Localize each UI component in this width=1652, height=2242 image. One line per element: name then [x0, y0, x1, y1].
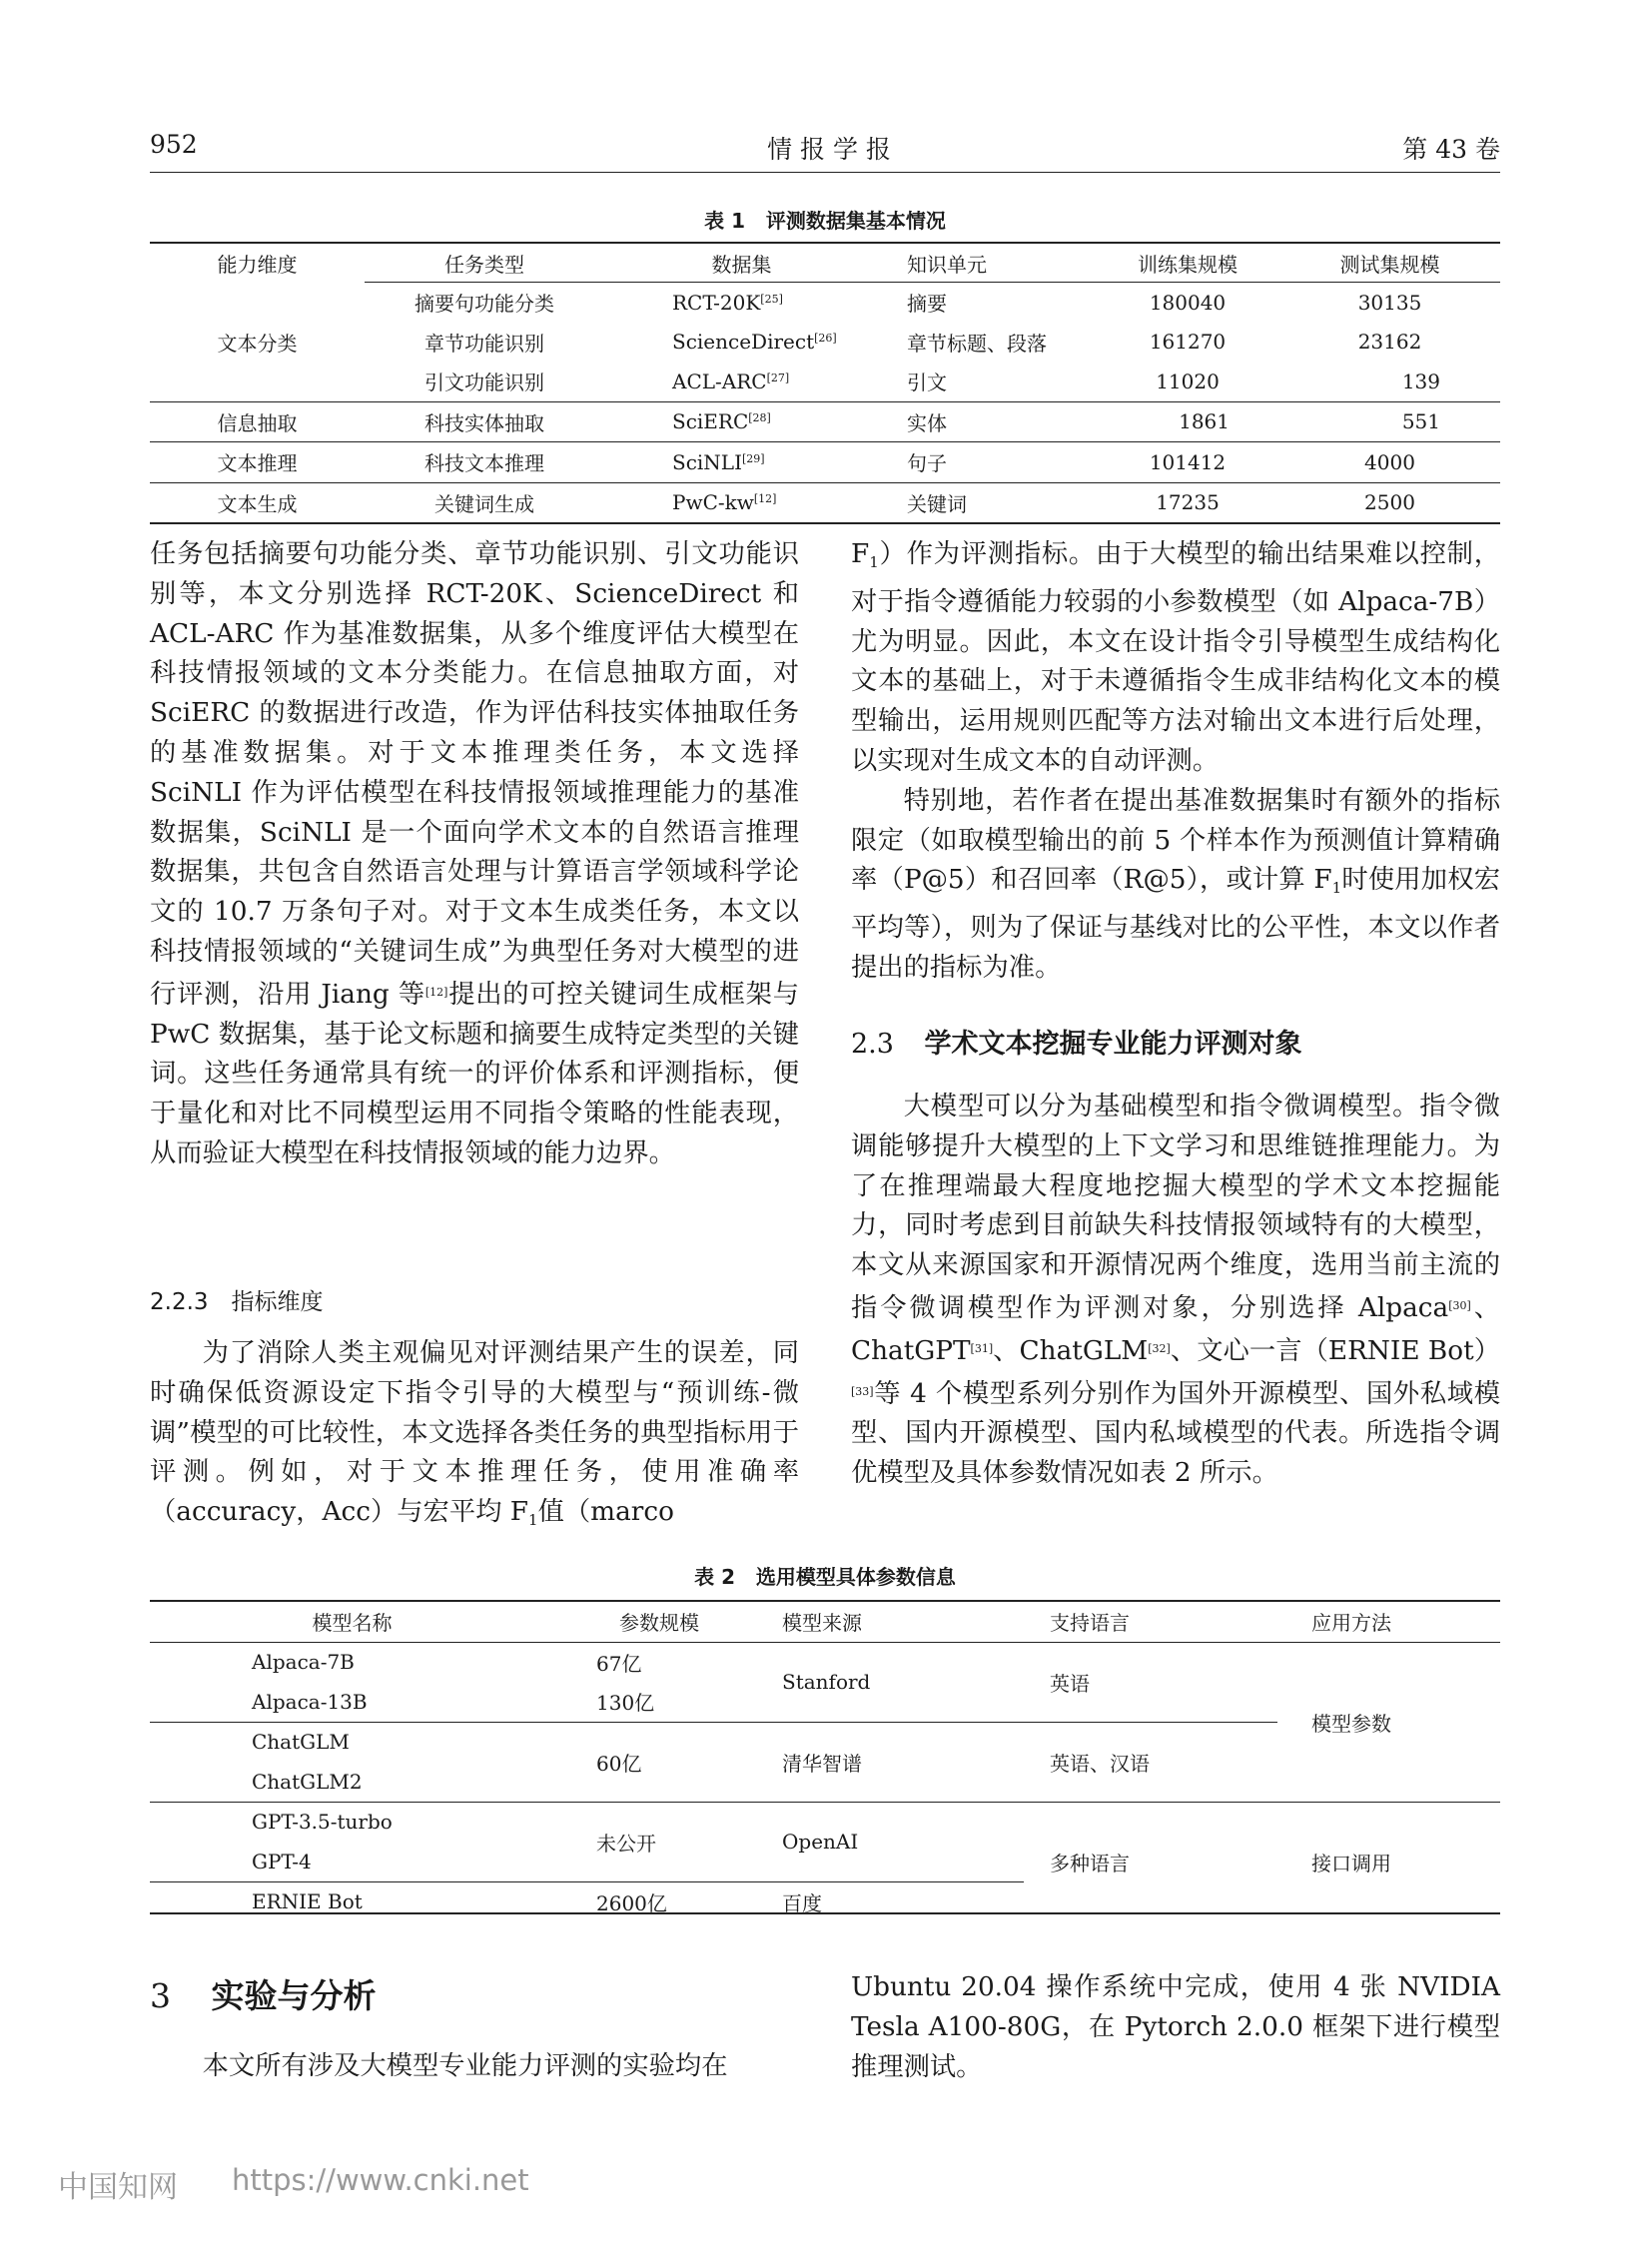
section-number: 2.3: [851, 1029, 894, 1060]
table2-method: 模型参数: [1311, 1711, 1391, 1736]
table2-model: GPT-4: [150, 1842, 554, 1881]
table2-method: 接口调用: [1277, 1802, 1500, 1921]
table2-params: 未公开: [554, 1802, 764, 1881]
table1-header-row: [150, 243, 1500, 283]
table1-col-header: 训练集规模: [1096, 243, 1279, 283]
table1-train: 11020: [1156, 369, 1220, 393]
table1-dataset: RCT-20K[25]: [672, 290, 783, 315]
table2-col-header: 应用方法: [1277, 1601, 1500, 1642]
table1-train: 1861: [1179, 409, 1230, 434]
left-column: [150, 535, 799, 1174]
table1-train: 180040: [1149, 290, 1227, 315]
section-title: 学术文本挖掘专业能力评测对象: [924, 1029, 1302, 1060]
table2-model: Alpaca-13B: [150, 1682, 554, 1722]
page-number: 952: [150, 130, 198, 159]
table1-dimension: 文本生成: [217, 491, 298, 516]
table1-train: 101412: [1149, 449, 1227, 474]
paragraph: 为了消除人类主观偏见对评测结果产生的误差，同时确保低资源设定下指令引导的大模型与“预训练-微调”模型的可比较性，本文选择各类任务的典型指标用于评测。例如，对于文本推理任务，使用准确率（accuracy，Acc）与宏平均 $F_1$值（marco: [150, 1338, 799, 1530]
section-title: 实验与分析: [211, 1976, 377, 2015]
table1-unit: 关键词: [907, 491, 967, 516]
subsection-heading-2-2-3: 2.2.3 指标维度: [150, 1289, 324, 1315]
paragraph: 特别地，若作者在提出基准数据集时有额外的指标限定（如取模型输出的前 5 个样本作为预测值计算精确率（P@5）和召回率（R@5），或计算 $F_1$时使用加权宏平均等），则为了保证与基线对比的公平性，本文以作者提出的指标为准。: [851, 785, 1500, 983]
table1-unit: 章节标题、段落: [907, 331, 1047, 356]
table1-task: 科技文本推理: [424, 451, 544, 476]
table1-dataset: SciERC[28]: [672, 409, 771, 434]
section3-left-text: [150, 2047, 799, 2087]
section-number: 3: [150, 1976, 171, 2015]
table1-train: 161270: [1149, 330, 1227, 355]
table-row: [150, 1802, 1500, 1842]
table1-task: 科技实体抽取: [424, 410, 544, 435]
table1-col-header: 知识单元: [879, 243, 1096, 283]
table-row: [150, 283, 1500, 323]
table2-bottom-rule: [150, 1912, 1500, 1914]
table2-language: 英语: [1050, 1671, 1090, 1696]
table2-caption: 表 2 选用模型具体参数信息: [694, 1565, 956, 1589]
table1-dataset: PwC-kw[12]: [672, 490, 777, 515]
paragraph: 本文所有涉及大模型专业能力评测的实验均在: [202, 2051, 728, 2081]
table2-params: 2600亿: [596, 1890, 667, 1915]
table1-caption: 表 1 评测数据集基本情况: [704, 209, 946, 233]
table1-dimension: 信息抽取: [217, 410, 298, 435]
table2-col-header: 参数规模: [554, 1601, 764, 1642]
right-column-objects: [851, 1088, 1500, 1494]
section-heading-3: [150, 1970, 377, 2017]
table1-dimension: 文本分类: [217, 331, 298, 356]
paragraph: 大模型可以分为基础模型和指令微调模型。指令微调能够提升大模型的上下文学习和思维链推理能力。为了在推理端最大程度地挖掘大模型的学术文本挖掘能力，同时考虑到目前缺失科技情报领域特有的大模型，本文从来源国家和开源情况两个维度，选用当前主流的指令微调模型作为评测对象，分别选择 Alpaca[30]、ChatGPT[31]、ChatGLM[32]、文心一言（ERNIE Bot）[33]等 4 个模型系列分别作为国外开源模型、国外私域模型、国内开源模型、国内私域模型的代表。所选指令调优模型及具体参数情况如表 2 所示。: [851, 1092, 1500, 1489]
table1-train: 17235: [1156, 490, 1220, 515]
table1-test: 4000: [1364, 449, 1415, 474]
table1-unit: 引文: [907, 371, 947, 395]
table2-col-header: 模型来源: [764, 1601, 1024, 1642]
table2-header-row: [150, 1601, 1500, 1642]
table2: [150, 1600, 1500, 1921]
cnki-url-watermark[interactable]: https://www.cnki.net: [232, 2163, 529, 2197]
table1-dataset: ScienceDirect[26]: [672, 330, 837, 355]
table1-test: 139: [1401, 369, 1440, 393]
table1-test: 30135: [1357, 290, 1422, 315]
table1: [150, 242, 1500, 524]
table1-task: 摘要句功能分类: [414, 292, 554, 317]
table-row: [150, 1642, 1500, 1682]
table-row: [150, 401, 1500, 442]
table1-test: 2500: [1364, 490, 1415, 515]
table2-source: OpenAI: [764, 1802, 1024, 1881]
table2-language: 英语、汉语: [1024, 1722, 1277, 1802]
table1-col-header: 能力维度: [150, 243, 365, 283]
table2-params: 60亿: [554, 1722, 764, 1802]
table2-source: Stanford: [782, 1670, 871, 1694]
paragraph: $F_1$）作为评测指标。由于大模型的输出结果难以控制，对于指令遵循能力较弱的小参数模型（如 Alpaca-7B）尤为明显。因此，本文在设计指令引导模型生成结构化文本的基础上，对于未遵循指令生成非结构化文本的模型输出，运用规则匹配等方法对输出文本进行后处理，以实现对生成文本的自动评测。: [851, 539, 1500, 776]
table2-language: 多种语言: [1024, 1802, 1277, 1921]
table1-test: 23162: [1357, 330, 1422, 355]
table1-unit: 实体: [907, 410, 947, 435]
cnki-brand-watermark: 中国知网: [58, 2170, 178, 2205]
table1-task: 引文功能识别: [424, 371, 544, 395]
table2-model: ERNIE Bot: [252, 1889, 363, 1914]
table1-dataset: ACL-ARC[27]: [672, 369, 790, 393]
table1-col-header: 测试集规模: [1279, 243, 1500, 283]
header-rule: [150, 172, 1500, 173]
table1-col-header: 任务类型: [365, 243, 604, 283]
table2-source: 清华智谱: [764, 1722, 1024, 1802]
table2-model: ChatGLM2: [150, 1762, 554, 1802]
paragraph: 任务包括摘要句功能分类、章节功能识别、引文功能识别等，本文分别选择 RCT-20K、ScienceDirect 和 ACL-ARC 作为基准数据集，从多个维度评估大模型在科技情报领域的文本分类能力。在信息抽取方面，对 SciERC 的数据进行改造，作为评估科技实体抽取任务的基准数据集。对于文本推理类任务，本文选择 SciNLI 作为评估模型在科技情报领域推理能力的基准数据集，SciNLI 是一个面向学术文本的自然语言推理数据集，共包含自然语言处理与计算语言学领域科学论文的 10.7 万条句子对。对于文本生成类任务，本文以科技情报领域的“关键词生成”为典型任务对大模型的进行评测，沿用 Jiang 等[12]提出的可控关键词生成框架与 PwC 数据集，基于论文标题和摘要生成特定类型的关键词。这些任务通常具有统一的评价体系和评测指标，便于量化和对比不同模型运用不同指令策略的性能表现，从而验证大模型在科技情报领域的能力边界。: [150, 539, 800, 1168]
table1-task: 章节功能识别: [424, 331, 544, 356]
table2-source: 百度: [782, 1890, 822, 1915]
table2-model: Alpaca-7B: [252, 1650, 355, 1675]
table1-dimension: 文本推理: [217, 451, 298, 476]
table2-params: 130亿: [554, 1682, 764, 1722]
table1-col-header: 数据集: [604, 243, 879, 283]
table-row: [150, 442, 1500, 483]
table-row: [150, 482, 1500, 523]
paragraph: Ubuntu 20.04 操作系统中完成，使用 4 张 NVIDIA Tesla A100-80G，在 Pytorch 2.0.0 框架下进行模型推理测试。: [851, 1972, 1500, 2082]
right-column: [851, 535, 1500, 989]
section3-right-text: [851, 1968, 1500, 2087]
table2-model: ChatGLM: [252, 1730, 350, 1755]
left-column-metrics: [150, 1334, 799, 1541]
table2-col-header: 模型名称: [150, 1601, 554, 1642]
table2-col-header: 支持语言: [1024, 1601, 1277, 1642]
table1-task: 关键词生成: [434, 491, 534, 516]
journal-title: 情 报 学 报: [767, 135, 891, 164]
table1-unit: 句子: [907, 451, 947, 476]
table2-model: GPT-3.5-turbo: [252, 1810, 393, 1835]
volume-label: 第 43 卷: [1402, 135, 1500, 164]
table2-params: 67亿: [596, 1651, 642, 1676]
table1-unit: 摘要: [907, 292, 947, 317]
table1-dataset: SciNLI[29]: [672, 449, 765, 474]
section-heading-2-3: [851, 1022, 1302, 1061]
table1-test: 551: [1401, 409, 1440, 434]
